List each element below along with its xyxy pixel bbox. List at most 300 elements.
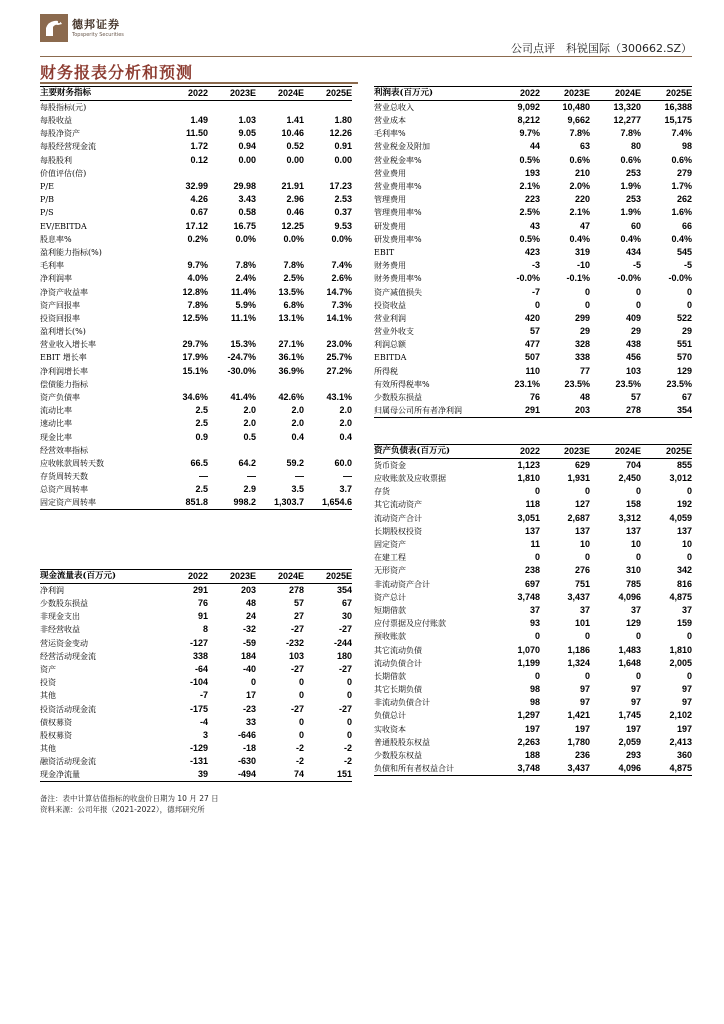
value-cell: 67 — [681, 392, 692, 403]
value-cell: 0 — [584, 486, 590, 497]
value-cell: -131 — [189, 756, 208, 767]
table-row — [374, 272, 692, 285]
value-cell: 0 — [635, 552, 641, 563]
row-label-cell: 归属母公司所有者净利润 — [374, 404, 492, 418]
row-label-cell: 在建工程 — [374, 553, 406, 563]
value-cell: 7.8% — [620, 128, 641, 139]
value-cell — [304, 101, 352, 115]
footnotes — [40, 793, 219, 815]
value-cell: 420 — [524, 312, 540, 323]
value-cell: 3,051 — [517, 512, 540, 523]
value-cell: 522 — [676, 312, 692, 323]
value-cell: 37 — [529, 604, 540, 615]
value-cell: 438 — [625, 339, 641, 350]
value-cell: 816 — [676, 578, 692, 589]
value-cell: 159 — [676, 618, 692, 629]
value-cell: 456 — [625, 352, 641, 363]
value-cell: 262 — [676, 194, 692, 205]
value-cell: 570 — [676, 352, 692, 363]
logo-text-cn: 德邦证券 — [72, 18, 120, 31]
table-row — [374, 246, 692, 259]
table-row — [374, 154, 692, 167]
row-label-cell: 其他 — [40, 744, 56, 754]
value-cell — [304, 444, 352, 457]
year-header-cell: 2025E — [304, 87, 352, 101]
table-row — [374, 391, 692, 404]
table-title-cell: 利润表(百万元) — [374, 87, 492, 101]
value-cell: 9.05 — [238, 128, 256, 139]
value-cell: 15,175 — [664, 115, 692, 126]
value-cell: -0.0% — [617, 273, 641, 284]
value-cell: -18 — [242, 743, 256, 754]
table-row — [374, 551, 692, 564]
row-label-cell: EBIT — [374, 247, 395, 257]
value-cell: 0.00 — [286, 154, 304, 165]
value-cell: -27 — [290, 703, 304, 714]
value-cell: 36.1% — [278, 352, 304, 363]
value-cell: 697 — [524, 578, 540, 589]
value-cell: 11.1% — [230, 312, 256, 323]
value-cell: 29.7% — [182, 339, 208, 350]
value-cell: 751 — [574, 578, 590, 589]
value-cell: 1,324 — [567, 657, 590, 668]
value-cell: 7.3% — [331, 299, 352, 310]
report-type-and-ticker: 公司点评 科锐国际（300662.SZ） — [510, 42, 692, 55]
table-row — [40, 206, 352, 219]
value-cell: -646 — [237, 729, 256, 740]
row-label-cell: 研发费用率% — [374, 234, 422, 244]
row-label-cell: 实收资本 — [374, 724, 406, 734]
row-label-cell: 营业税金率% — [374, 155, 422, 165]
value-cell: 2.0 — [339, 418, 352, 429]
value-cell: 29.98 — [233, 181, 256, 192]
value-cell: 93 — [529, 618, 540, 629]
row-label-cell: 预收账款 — [374, 632, 406, 642]
value-cell — [162, 378, 208, 391]
value-cell: 17.9% — [182, 352, 208, 363]
value-cell: 0 — [346, 716, 352, 727]
table-row — [40, 101, 352, 115]
row-label-cell: 管理费用 — [374, 195, 406, 205]
row-label-cell: 管理费用率% — [374, 208, 422, 218]
value-cell: 25.7% — [326, 352, 352, 363]
row-label-cell: 非流动资产合计 — [374, 579, 430, 589]
value-cell: 279 — [676, 167, 692, 178]
value-cell: 103 — [625, 365, 641, 376]
value-cell: 197 — [524, 723, 540, 734]
value-cell: 129 — [625, 618, 641, 629]
value-cell: 0 — [534, 299, 540, 310]
value-cell: 409 — [625, 312, 641, 323]
value-cell: 59.2 — [286, 457, 304, 468]
value-cell: 855 — [676, 460, 692, 470]
value-cell: 29 — [681, 326, 692, 337]
value-cell: 0 — [635, 631, 641, 642]
row-label-cell: 投资活动现金流 — [40, 704, 96, 714]
value-cell: 15.1% — [182, 365, 208, 376]
value-cell: 27 — [293, 611, 304, 622]
value-cell: 2,059 — [618, 736, 641, 747]
value-cell: 1.03 — [238, 115, 256, 126]
table-row — [374, 762, 692, 776]
value-cell: 0 — [584, 552, 590, 563]
value-cell: 7.8% — [569, 128, 590, 139]
value-cell: 11.4% — [230, 286, 256, 297]
year-header-cell: 2025E — [641, 87, 692, 101]
row-label-cell: 投资 — [40, 678, 56, 688]
value-cell: 57 — [529, 326, 540, 337]
table-row — [40, 154, 352, 167]
value-cell: 118 — [525, 499, 540, 510]
table-row — [374, 736, 692, 749]
value-cell: 11.50 — [185, 128, 208, 139]
table-row — [40, 391, 352, 404]
row-label-cell: 营业费用 — [374, 168, 406, 178]
row-label-cell: 每股经营现金流 — [40, 142, 96, 152]
value-cell — [304, 246, 352, 259]
value-cell: 0.0% — [235, 233, 256, 244]
value-cell: 338 — [192, 650, 208, 661]
value-cell: 998.2 — [208, 496, 256, 510]
table-row — [40, 623, 352, 636]
value-cell: 2.0% — [569, 181, 590, 192]
row-label-cell: 存货 — [374, 487, 390, 497]
value-cell: 360 — [676, 750, 692, 761]
value-cell: 4,096 — [618, 591, 641, 602]
value-cell: -2 — [343, 756, 352, 767]
value-cell: 10,480 — [562, 102, 590, 112]
value-cell: 1,648 — [618, 657, 641, 668]
value-cell: -2 — [295, 743, 304, 754]
value-cell: 210 — [574, 167, 590, 178]
value-cell: 101 — [574, 618, 590, 629]
table-row — [374, 538, 692, 551]
value-cell: 74 — [256, 768, 304, 782]
value-cell: 103 — [288, 650, 304, 661]
value-cell: 76 — [529, 392, 540, 403]
table-row — [40, 272, 352, 285]
table-row — [40, 716, 352, 729]
row-label-cell: 流动资产合计 — [374, 513, 422, 523]
value-cell: -7 — [199, 690, 208, 701]
value-cell: 23.5% — [666, 378, 692, 389]
row-label-cell: P/B — [40, 195, 54, 205]
value-cell: 12.25 — [281, 220, 304, 231]
row-label-cell: 盈利能力指标(%) — [40, 247, 102, 257]
value-cell: 1,421 — [567, 710, 590, 721]
value-cell: 110 — [525, 365, 540, 376]
value-cell: 0.46 — [286, 207, 304, 218]
value-cell: -175 — [189, 703, 208, 714]
row-label-cell: 净利润率 — [40, 274, 72, 284]
table-row — [374, 338, 692, 351]
value-cell — [256, 378, 304, 391]
value-cell: 2.1% — [569, 207, 590, 218]
value-cell: 0 — [635, 486, 641, 497]
table-row — [374, 351, 692, 364]
cash-flow-table — [40, 569, 352, 782]
value-cell: 47 — [579, 220, 590, 231]
value-cell — [162, 246, 208, 259]
value-cell: -59 — [242, 637, 256, 648]
value-cell: 477 — [524, 339, 540, 350]
value-cell: 16,388 — [664, 102, 692, 112]
value-cell: 1.7% — [671, 181, 692, 192]
value-cell: 354 — [336, 585, 352, 595]
value-cell: 64.2 — [238, 457, 256, 468]
row-label-cell: 货币资金 — [374, 461, 406, 470]
value-cell: 8,212 — [517, 115, 540, 126]
value-cell: 3,312 — [618, 512, 641, 523]
value-cell: 137 — [625, 525, 641, 536]
value-cell: 97 — [630, 684, 641, 695]
year-header-cell: 2023E — [208, 87, 256, 101]
table-row — [40, 325, 352, 338]
value-cell: 629 — [574, 460, 590, 470]
value-cell: 0 — [534, 552, 540, 563]
table-row — [40, 663, 352, 676]
row-label-cell: 资产回报率 — [40, 300, 80, 310]
row-label-cell: 营业成本 — [374, 116, 406, 126]
value-cell: 0.0% — [331, 233, 352, 244]
value-cell: 14.7% — [326, 286, 352, 297]
value-cell: 0 — [635, 670, 641, 681]
value-cell — [256, 246, 304, 259]
table-row — [374, 167, 692, 180]
value-cell: 98 — [529, 697, 540, 708]
value-cell: 1.41 — [286, 115, 304, 126]
value-cell: 32.99 — [185, 181, 208, 192]
value-cell: 17.23 — [329, 181, 352, 192]
value-cell: 0 — [584, 299, 590, 310]
value-cell: 0.6% — [620, 154, 641, 165]
value-cell: 41.4% — [230, 392, 256, 403]
row-label-cell: EV/EBITDA — [40, 221, 87, 231]
page-header — [40, 12, 692, 56]
value-cell: 197 — [625, 723, 641, 734]
row-label-cell: 普通股股东权益 — [374, 737, 430, 747]
value-cell: 23.1% — [514, 378, 540, 389]
table-row — [40, 768, 352, 782]
row-label-cell: 负债和所有者权益合计 — [374, 762, 492, 776]
row-label-cell: 股息率% — [40, 234, 72, 244]
year-header-cell: 2024E — [256, 87, 304, 101]
value-cell: 0.4% — [671, 233, 692, 244]
income-statement-table — [374, 86, 692, 418]
row-label-cell: 资产 — [40, 665, 56, 675]
row-label-cell: 应收账款及应收票据 — [374, 474, 446, 484]
row-label-cell: 营业利润 — [374, 313, 406, 323]
row-label-cell: 非经营收益 — [40, 625, 80, 635]
value-cell: 203 — [540, 404, 590, 418]
table-row — [40, 755, 352, 768]
value-cell: 223 — [524, 194, 540, 205]
value-cell: -0.1% — [566, 273, 590, 284]
value-cell: 12,277 — [613, 115, 641, 126]
page-title: 财务报表分析和预测 — [40, 63, 194, 82]
value-cell: 0 — [298, 729, 304, 740]
value-cell: 5.9% — [235, 299, 256, 310]
value-cell: 253 — [625, 194, 641, 205]
footnote-closing-price-date: 备注：表中计算估值指标的收盘价日期为 10 月 27 日 — [40, 794, 219, 803]
value-cell: 0.52 — [286, 141, 304, 152]
value-cell: 203 — [240, 585, 256, 595]
table-row — [374, 312, 692, 325]
title-underline — [40, 82, 358, 84]
table-row — [374, 709, 692, 722]
value-cell: -27 — [290, 624, 304, 635]
table-row — [374, 749, 692, 762]
value-cell: 2.0 — [291, 405, 304, 416]
value-cell: 37 — [630, 604, 641, 615]
value-cell: 7.8% — [187, 299, 208, 310]
value-cell: 0.0% — [283, 233, 304, 244]
value-cell: -27 — [338, 664, 352, 675]
table-row — [374, 591, 692, 604]
value-cell: 0 — [534, 670, 540, 681]
value-cell: 0.94 — [238, 141, 256, 152]
row-label-cell: 速动比率 — [40, 419, 72, 429]
value-cell: -232 — [285, 637, 304, 648]
value-cell: 0 — [686, 299, 692, 310]
value-cell: 1,297 — [517, 710, 540, 721]
value-cell: 851.8 — [162, 496, 208, 510]
table-row — [40, 584, 352, 598]
value-cell: 785 — [625, 578, 641, 589]
value-cell: 2,102 — [669, 710, 692, 721]
year-header-cell: 2024E — [256, 570, 304, 584]
value-cell: 12.8% — [182, 286, 208, 297]
table-row — [40, 285, 352, 298]
value-cell: -5 — [632, 260, 641, 271]
table-row — [374, 180, 692, 193]
value-cell — [304, 325, 352, 338]
value-cell: 291 — [192, 585, 208, 595]
value-cell: 184 — [240, 650, 256, 661]
row-label-cell: 毛利率% — [374, 129, 406, 139]
value-cell: -2 — [343, 743, 352, 754]
row-label-cell: 经营效率指标 — [40, 445, 88, 455]
year-header-cell: 2023E — [208, 570, 256, 584]
value-cell: -24.7% — [227, 352, 256, 363]
row-label-cell: 固定资产 — [374, 540, 406, 550]
value-cell: 319 — [574, 246, 590, 257]
value-cell: 193 — [524, 167, 540, 178]
table-row — [40, 167, 352, 180]
table-row — [40, 378, 352, 391]
value-cell: -244 — [333, 637, 352, 648]
value-cell: 17.12 — [185, 220, 208, 231]
year-header-cell: 2023E — [540, 87, 590, 101]
value-cell: 2.5% — [519, 207, 540, 218]
value-cell: 9,092 — [517, 102, 540, 112]
row-label-cell: EBITDA — [374, 353, 407, 363]
value-cell: 434 — [625, 246, 641, 257]
value-cell: 37 — [681, 604, 692, 615]
value-cell: 253 — [625, 167, 641, 178]
value-cell: 36.9% — [278, 365, 304, 376]
table-row — [374, 285, 692, 298]
value-cell: 7.8% — [235, 260, 256, 271]
table-row — [40, 127, 352, 140]
logo-text-en: Topsperity Securities — [72, 32, 124, 38]
value-cell: 4.26 — [190, 194, 208, 205]
value-cell: 4,096 — [590, 762, 641, 776]
table-row — [374, 657, 692, 670]
value-cell: 2.6% — [331, 273, 352, 284]
table-row — [40, 312, 352, 325]
row-label-cell: 少数股东损益 — [374, 393, 422, 403]
value-cell: 57 — [630, 392, 641, 403]
table-row — [40, 351, 352, 364]
value-cell: 30 — [341, 611, 352, 622]
table-row — [374, 140, 692, 153]
table-row — [374, 512, 692, 525]
table-row — [374, 525, 692, 538]
value-cell: 42.6% — [278, 392, 304, 403]
value-cell: -5 — [683, 260, 692, 271]
value-cell: 197 — [574, 723, 590, 734]
row-label-cell: 财务费用率% — [374, 274, 422, 284]
row-label-cell: 所得税 — [374, 366, 398, 376]
value-cell: 220 — [574, 194, 590, 205]
value-cell: 17 — [245, 690, 256, 701]
table-row — [40, 650, 352, 663]
table-row — [374, 578, 692, 591]
value-cell: 507 — [524, 352, 540, 363]
row-label-cell: 无形资产 — [374, 566, 406, 576]
value-cell: -630 — [237, 756, 256, 767]
value-cell: 0 — [298, 716, 304, 727]
table-header-row — [40, 570, 352, 584]
value-cell: 67 — [341, 598, 352, 609]
row-label-cell: 每股收益 — [40, 116, 72, 126]
value-cell: 0.5% — [519, 154, 540, 165]
value-cell: 291 — [492, 404, 540, 418]
value-cell: 98 — [681, 141, 692, 152]
value-cell: 2,687 — [567, 512, 590, 523]
row-label-cell: P/S — [40, 208, 54, 218]
row-label-cell: 净利润 — [40, 586, 64, 595]
value-cell: 0 — [686, 486, 692, 497]
value-cell: 1.72 — [190, 141, 208, 152]
value-cell: 2.5 — [195, 418, 208, 429]
value-cell: 0 — [635, 286, 641, 297]
value-cell: 3,748 — [492, 762, 540, 776]
value-cell: 2.0 — [243, 418, 256, 429]
value-cell: 354 — [641, 404, 692, 418]
table-row — [40, 483, 352, 496]
year-header-cell: 2022 — [492, 87, 540, 101]
value-cell: 9.53 — [334, 220, 352, 231]
value-cell: 0 — [534, 486, 540, 497]
year-header-cell: 2023E — [540, 445, 590, 459]
value-cell: 23.5% — [564, 378, 590, 389]
row-label-cell: 融资活动现金流 — [40, 757, 96, 767]
table-row — [374, 643, 692, 656]
value-cell: 0 — [686, 552, 692, 563]
value-cell: 10.46 — [281, 128, 304, 139]
table-row — [40, 742, 352, 755]
row-label-cell: 资产负债率 — [40, 393, 80, 403]
value-cell: 3,012 — [669, 473, 692, 484]
table-row — [40, 470, 352, 483]
value-cell — [162, 167, 208, 180]
row-label-cell: 应付票据及应付账款 — [374, 619, 446, 629]
value-cell: — — [295, 471, 304, 482]
value-cell: 27.2% — [326, 365, 352, 376]
value-cell: 37 — [579, 604, 590, 615]
